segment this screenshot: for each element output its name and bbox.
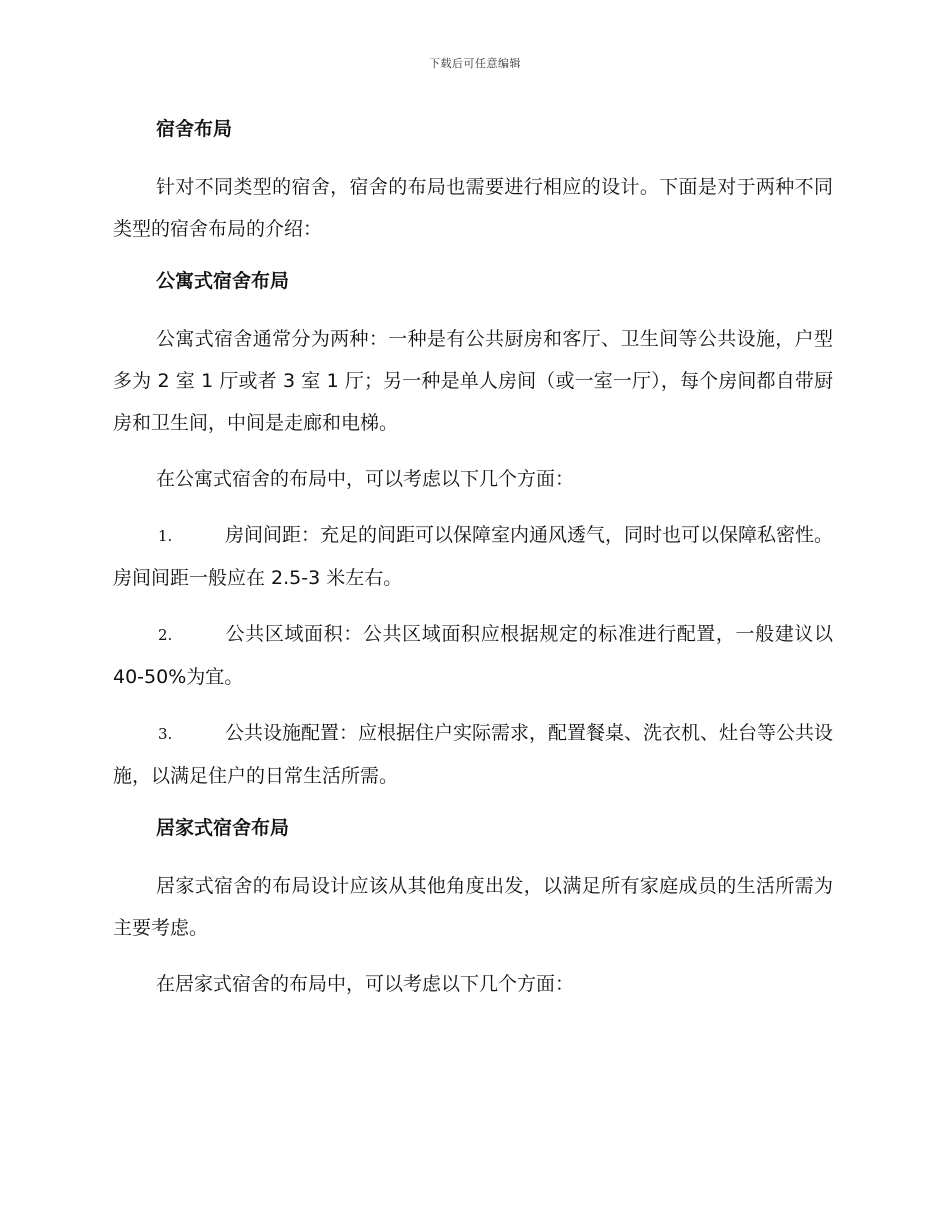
list-item-number: 2.	[158, 626, 173, 644]
list-item	[113, 613, 833, 698]
document-body	[113, 112, 833, 1019]
list-item	[113, 712, 833, 797]
list-item-text: 公共区域面积：公共区域面积应根据规定的标准进行配置，一般建议以 40-50%为宜。	[113, 623, 833, 688]
list-item-text: 公共设施配置：应根据住户实际需求，配置餐桌、洗衣机、灶台等公共设施，以满足住户的日常生活所需。	[113, 722, 834, 787]
list-item-number: 1.	[158, 527, 173, 545]
header-note: 下载后可任意编辑	[429, 57, 521, 70]
apartment-lead: 在公寓式宿舍的布局中，可以考虑以下几个方面：	[156, 468, 575, 490]
family-description: 居家式宿舍的布局设计应该从其他角度出发，以满足所有家庭成员的生活所需为主要考虑。	[113, 875, 833, 939]
list-item-text: 房间间距：充足的间距可以保障室内通风透气，同时也可以保障私密性。房间间距一般应在 2.5-3 米左右。	[113, 524, 834, 589]
section-title: 宿舍布局	[156, 118, 233, 140]
family-lead: 在居家式宿舍的布局中，可以考虑以下几个方面：	[156, 973, 575, 995]
list-item-number: 3.	[158, 725, 173, 743]
apartment-description: 公寓式宿舍通常分为两种：一种是有公共厨房和客厅、卫生间等公共设施，户型多为 2 室 1 厅或者 3 室 1 厅；另一种是单人房间（或一室一厅），每个房间都自带厨房和卫生间，中间是走廊和电梯。	[113, 328, 833, 434]
list-item	[113, 514, 833, 599]
apartment-heading: 公寓式宿舍布局	[156, 270, 290, 292]
intro-paragraph: 针对不同类型的宿舍，宿舍的布局也需要进行相应的设计。下面是对于两种不同类型的宿舍布局的介绍：	[113, 176, 833, 240]
family-heading: 居家式宿舍布局	[156, 817, 290, 839]
